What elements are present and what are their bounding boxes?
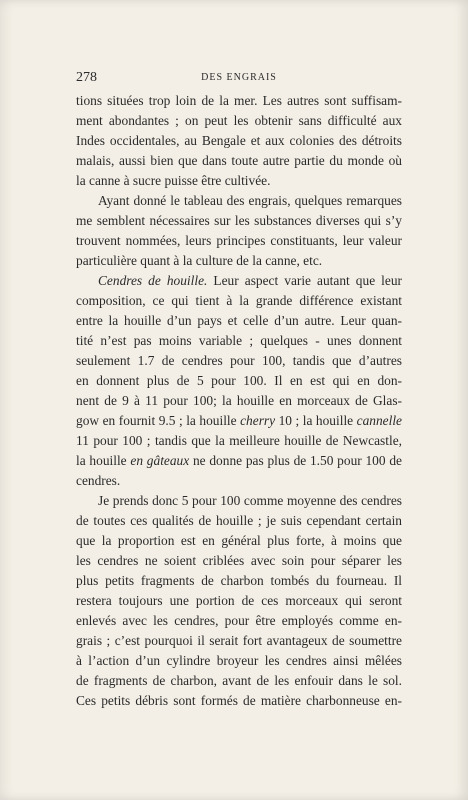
text-line: Cendres de houille. Leur aspect varie autant que leur	[98, 273, 402, 288]
text-line: plus petits fragments de charbon tombés du fourneau. Il	[76, 573, 402, 588]
paragraph	[76, 91, 402, 191]
text-line: cendres.	[76, 473, 121, 488]
text-line: la houille en gâteaux ne donne pas plus de 1.50 pour 100 de	[76, 453, 402, 468]
text-line: de fragments de charbon, avant de les enfouir dans le sol.	[76, 673, 402, 688]
paragraph	[76, 271, 402, 491]
text-line: ment abondantes ; on peut les obtenir sans difficulté aux	[76, 113, 402, 128]
body-text	[76, 91, 402, 711]
text-line: entre la houille d’un pays et celle d’un autre. Leur quan-	[76, 313, 402, 328]
text-line: nent de 9 à 11 pour 100; la houille en morceaux de Glas-	[76, 393, 402, 408]
text-line: de toutes ces qualités de houille ; je suis cependant certain	[76, 513, 402, 528]
text-line: malais, aussi bien que dans toute autre partie du monde où	[76, 153, 402, 168]
text-line: gow en fournit 9.5 ; la houille cherry 10 ; la houille cannelle	[76, 413, 402, 428]
text-line: tions situées trop loin de la mer. Les autres sont suffisam-	[76, 93, 402, 108]
text-line: en donnent plus de 5 pour 100. Il en est qui en don-	[76, 373, 402, 388]
text-line: restera toujours une portion de ces morceaux qui seront	[76, 593, 402, 608]
text-line: tité n’est pas moins variable ; quelques - unes donnent	[76, 333, 402, 348]
paragraph	[76, 191, 402, 271]
text-line: à l’action d’un cylindre broyeur les cendres ainsi mêlées	[76, 653, 402, 668]
text-line: grais ; c’est pourquoi il serait fort avantageux de soumettre	[76, 633, 402, 648]
text-line: seulement 1.7 de cendres pour 100, tandis que d’autres	[76, 353, 402, 368]
text-line: les cendres ne soient criblées avec soin pour séparer les	[76, 553, 402, 568]
text-line: enlevés avec les cendres, pour être employés comme en-	[76, 613, 402, 628]
text-line: Ces petits débris sont formés de matière charbonneuse en-	[76, 693, 402, 708]
text-line: composition, ce qui tient à la grande différence existant	[76, 293, 402, 308]
running-title: DES ENGRAIS	[201, 72, 277, 83]
text-line: 11 pour 100 ; tandis que la meilleure houille de Newcastle,	[76, 433, 402, 448]
text-line: Je prends donc 5 pour 100 comme moyenne des cendres	[98, 493, 402, 508]
text-line: la canne à sucre puisse être cultivée.	[76, 173, 271, 188]
text-line: particulière quant à la culture de la canne, etc.	[76, 253, 323, 268]
text-line: que la proportion est en général plus forte, à moins que	[76, 533, 402, 548]
paragraph	[76, 491, 402, 711]
page-number: 278	[76, 70, 97, 85]
page-header	[76, 70, 402, 88]
text-line: Indes occidentales, au Bengale et aux colonies des détroits	[76, 133, 402, 148]
text-line: Ayant donné le tableau des engrais, quelques remarques	[98, 193, 402, 208]
text-line: trouvent nommées, leurs principes constituants, leur valeur	[76, 233, 402, 248]
text-line: me semblent nécessaires sur les substances diverses qui s’y	[76, 213, 402, 228]
